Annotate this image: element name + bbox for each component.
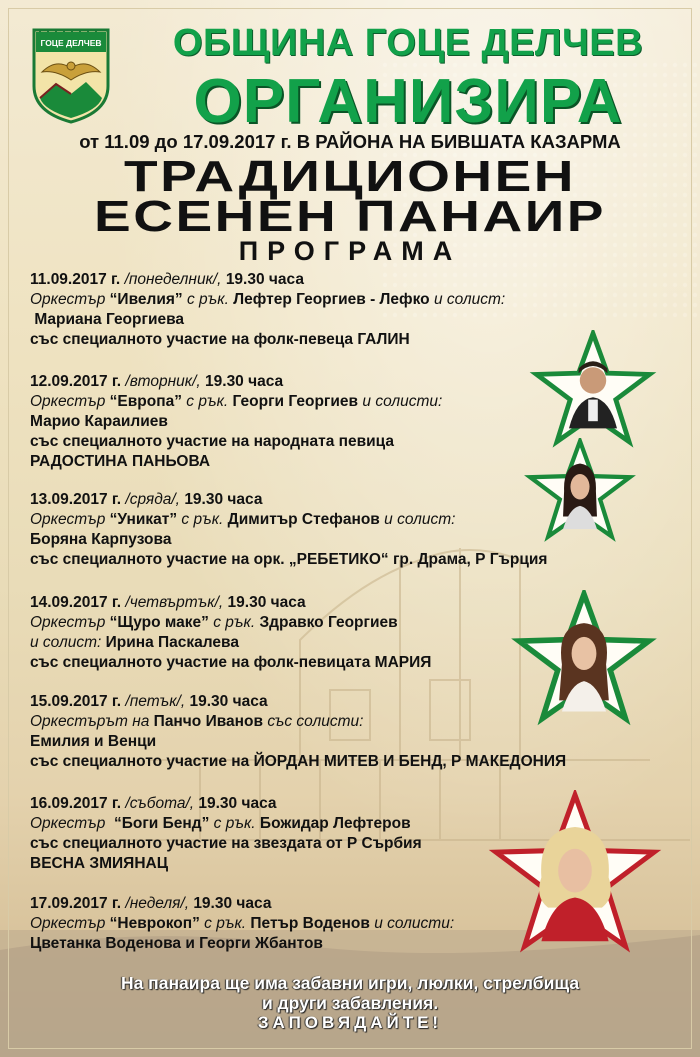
leader-name: Панчо Иванов (153, 713, 264, 730)
municipality-crest-icon (30, 28, 112, 124)
event-4 (30, 593, 690, 673)
orchestra-name: “Европа” (109, 393, 182, 410)
special-guest: със специалното участие на ЙОРДАН МИТЕВ И БЕНД, Р МАКЕДОНИЯ (30, 753, 567, 770)
special-guest: със специалното участие на орк. „РЕБЕТИКО“ гр. Драма, Р Гърция (30, 551, 548, 568)
event-time: 19.30 часа (189, 693, 268, 710)
event-weekday: /събота/, (125, 795, 195, 812)
special-guest-name: РАДОСТИНА ПАНЬОВА (30, 453, 211, 470)
event-6 (30, 794, 690, 874)
leader-label: с рък. (204, 915, 247, 932)
orchestra-name: “Боги Бенд” (113, 815, 210, 832)
event-weekday: /вторник/, (125, 373, 201, 390)
dates-location: от 11.09 до 17.09.2017 г. В РАЙОНА НА БИВШАТА КАЗАРМА (79, 131, 621, 152)
leader-label: с рък. (213, 815, 256, 832)
event-date: 12.09.2017 г. (30, 373, 122, 390)
soloist-name: Мариана Георгиева (34, 311, 185, 328)
event-date: 14.09.2017 г. (30, 594, 122, 611)
leader-name: Петър Воденов (250, 915, 370, 932)
soloist-label: със солисти: (267, 713, 364, 730)
orchestra-label: Оркестър (30, 815, 106, 832)
event-date: 17.09.2017 г. (30, 895, 122, 912)
footer-line-1: На панаира ще има забавни игри, люлки, стрелбища (120, 973, 580, 993)
event-3 (30, 490, 690, 570)
orchestra-name: “Ивелия” (109, 291, 183, 308)
event-date: 13.09.2017 г. (30, 491, 122, 508)
leader-name: Димитър Стефанов (227, 511, 380, 528)
event-weekday: /четвъртък/, (125, 594, 224, 611)
soloist-name: Марио Караилиев (30, 413, 168, 430)
orchestra-name: “Уникат” (109, 511, 178, 528)
leader-name: Божидар Лефтеров (259, 815, 411, 832)
special-guest-name: ВЕСНА ЗМИЯНАЦ (30, 855, 169, 872)
soloist-name: Цветанка Воденова и Георги Жбантов (30, 935, 323, 952)
orchestra-label: Оркестър (30, 511, 106, 528)
event-date: 16.09.2017 г. (30, 795, 122, 812)
event-time: 19.30 часа (193, 895, 272, 912)
special-guest: със специалното участие на фолк-певицата МАРИЯ (30, 654, 432, 671)
footer-welcome: ЗАПОВЯДАЙТЕ! (257, 1013, 443, 1032)
fair-heading: ЕСЕНЕН ПАНАИР (94, 192, 606, 241)
event-weekday: /сряда/, (125, 491, 180, 508)
orchestra-name: “Неврокоп” (109, 915, 200, 932)
leader-name: Здравко Георгиев (259, 614, 398, 631)
orchestra-label: Оркестър (30, 291, 106, 308)
leader-label: с рък. (181, 511, 224, 528)
event-date: 15.09.2017 г. (30, 693, 122, 710)
leader-label: с рък. (213, 614, 256, 631)
soloist-name: Боряна Карпузова (30, 531, 172, 548)
traditional-heading: ТРАДИЦИОНЕН (123, 152, 577, 201)
soloist-label: и солист: (30, 634, 102, 651)
organizes-title: ОРГАНИЗИРА (193, 67, 623, 136)
municipality-title: ОБЩИНА ГОЦЕ ДЕЛЧЕВ (172, 22, 644, 64)
footer-announcement (20, 973, 680, 1033)
special-guest: със специалното участие на звездата от Р Сърбия (30, 835, 422, 852)
event-5 (30, 692, 690, 772)
soloist-name: Емилия и Венци (30, 733, 157, 750)
orchestra-name: “Щуро маке” (109, 614, 209, 631)
leader-name: Георги Георгиев (232, 393, 359, 410)
soloist-label: и солисти: (362, 393, 443, 410)
soloist-label: и солист: (384, 511, 456, 528)
event-time: 19.30 часа (198, 795, 277, 812)
special-guest: със специалното участие на фолк-певеца ГАЛИН (30, 331, 410, 348)
event-time: 19.30 часа (184, 491, 263, 508)
leader-label: с рък. (186, 393, 229, 410)
event-time: 19.30 часа (227, 594, 306, 611)
leader-name: Лефтер Георгиев - Лефко (233, 291, 430, 308)
footer-line-2: и други забавления. (261, 993, 439, 1013)
soloist-label: и солист: (433, 291, 506, 308)
program-heading: ПРОГРАМА (238, 236, 462, 266)
orchestra-label: Оркестър (30, 614, 106, 631)
orchestra-label: Оркестър (30, 393, 106, 410)
event-weekday: /неделя/, (125, 895, 189, 912)
orchestra-label: Оркестърът на (30, 713, 150, 730)
event-date: 11.09.2017 г. (30, 271, 121, 288)
event-time: 19.30 часа (225, 271, 304, 288)
event-1 (30, 270, 690, 350)
event-weekday: /понеделник/, (124, 271, 222, 288)
crest-label: ГОЦЕ ДЕЛЧЕВ (40, 38, 102, 48)
event-2 (30, 372, 690, 472)
special-guest: със специалното участие на народната певица (30, 433, 395, 450)
soloist-name: Ирина Паскалева (105, 634, 240, 651)
event-time: 19.30 часа (205, 373, 284, 390)
soloist-label: и солисти: (374, 915, 455, 932)
event-7 (30, 894, 690, 954)
event-weekday: /петък/, (125, 693, 186, 710)
leader-label: с рък. (187, 291, 229, 308)
orchestra-label: Оркестър (30, 915, 106, 932)
